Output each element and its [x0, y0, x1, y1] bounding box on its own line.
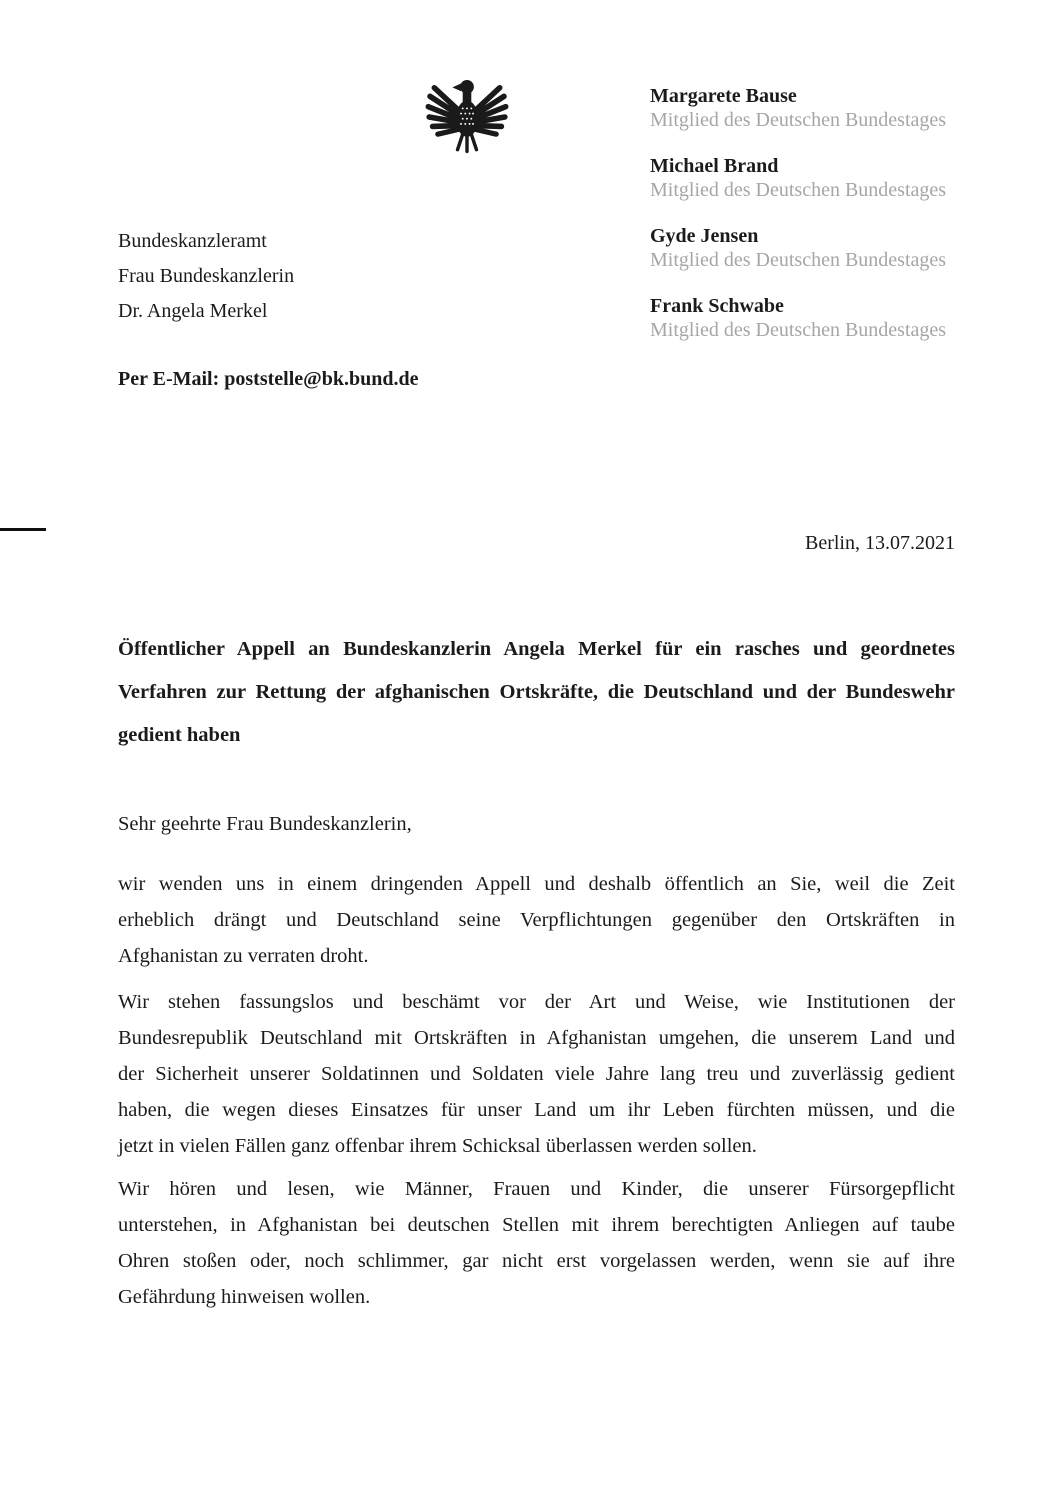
author-role: Mitglied des Deutschen Bundestages [650, 109, 947, 131]
recipient-line: Frau Bundeskanzlerin [118, 265, 295, 287]
author-name: Michael Brand [650, 155, 779, 177]
recipient-line: Dr. Angela Merkel [118, 300, 268, 322]
body-paragraph [118, 1171, 955, 1315]
body-paragraph-line: der Sicherheit unserer Soldatinnen und Soldaten viele Jahre lang treu und zuverlässig gedient [118, 1063, 955, 1085]
body-paragraph-line: jetzt in vielen Fällen ganz offenbar ihrem Schicksal überlassen werden sollen. [118, 1135, 757, 1157]
author-name: Margarete Bause [650, 85, 797, 107]
body-paragraph-line: Wir hören und lesen, wie Männer, Frauen und Kinder, die unserer Fürsorgepflicht [118, 1178, 955, 1200]
subject-heading [118, 628, 955, 757]
subject-heading-line: gedient haben [118, 724, 241, 746]
body-paragraph [118, 984, 955, 1164]
author-name: Gyde Jensen [650, 225, 759, 247]
body-paragraph-line: Wir stehen fassungslos und beschämt vor der Art und Weise, wie Institutionen der [118, 991, 955, 1013]
author-block [650, 154, 1010, 202]
body-paragraph-line: Gefährdung hinweisen wollen. [118, 1286, 371, 1308]
recipient-email: Per E-Mail: poststelle@bk.bund.de [118, 368, 419, 390]
recipient-address [118, 224, 294, 329]
body-paragraph-line: Afghanistan zu verraten droht. [118, 945, 369, 967]
subject-heading-line: Verfahren zur Rettung der afghanischen Ortskräfte, die Deutschland und der Bundeswehr [118, 681, 955, 703]
author-role: Mitglied des Deutschen Bundestages [650, 319, 947, 341]
date-line: Berlin, 13.07.2021 [805, 532, 955, 554]
author-role: Mitglied des Deutschen Bundestages [650, 179, 947, 201]
subject-heading-line: Öffentlicher Appell an Bundeskanzlerin Angela Merkel für ein rasches und geordnetes [118, 638, 955, 660]
author-block [650, 224, 1010, 272]
body-paragraph [118, 866, 955, 974]
body-paragraph-line: Ohren stoßen oder, noch schlimmer, gar nicht erst vorgelassen werden, wenn sie auf ihre [118, 1250, 955, 1272]
body-paragraph-line: erheblich drängt und Deutschland seine Verpflichtungen gegenüber den Ortskräften in [118, 909, 955, 931]
recipient-line: Bundeskanzleramt [118, 230, 267, 252]
author-role: Mitglied des Deutschen Bundestages [650, 249, 947, 271]
author-block [650, 294, 1010, 342]
authors-block [650, 84, 1010, 364]
salutation: Sehr geehrte Frau Bundeskanzlerin, [118, 813, 412, 835]
fold-mark [0, 528, 46, 531]
body-paragraph-line: unterstehen, in Afghanistan bei deutschen Stellen mit ihrem berechtigten Anliegen auf taube [118, 1214, 955, 1236]
body-paragraph-line: haben, die wegen dieses Einsatzes für unser Land um ihr Leben fürchten müssen, und die [118, 1099, 955, 1121]
author-block [650, 84, 1010, 132]
body-paragraph-line: Bundesrepublik Deutschland mit Ortskräften in Afghanistan umgehen, die unserem Land und [118, 1027, 955, 1049]
bundestag-eagle-icon [424, 74, 510, 160]
author-name: Frank Schwabe [650, 295, 784, 317]
body-paragraph-line: wir wenden uns in einem dringenden Appell und deshalb öffentlich an Sie, weil die Zeit [118, 873, 955, 895]
